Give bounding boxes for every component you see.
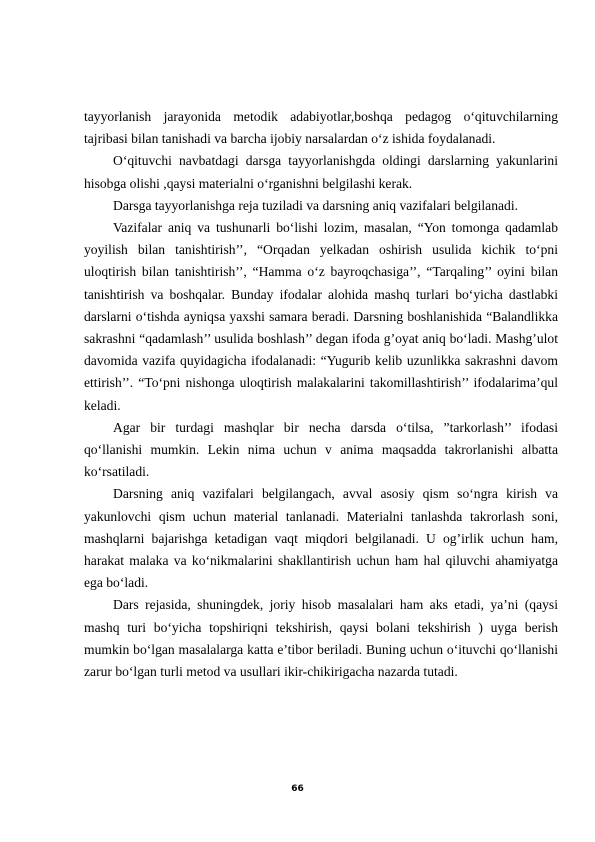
page-number: 66 bbox=[291, 784, 304, 794]
page-body bbox=[84, 106, 558, 683]
paragraph-previous-lessons: O‘qituvchi navbatdagi darsga tayyorlanishgda oldingi darslarning yakunlarini hisobga olishi ,qaysi materialni o‘rganishni belgilashi kerak. bbox=[84, 153, 558, 191]
paragraph-lesson-plan: Darsga tayyorlanishga reja tuziladi va darsning aniq vazifalari belgilanadi. bbox=[113, 197, 519, 213]
paragraph-continuation: tayyorlanish jarayonida metodik adabiyotlar,boshqa pedagog o‘qituvchilarning tajribasi bilan tanishadi va barcha ijobiy narsalardan o‘z ishida foydalanadi. bbox=[84, 109, 558, 147]
paragraph-task-examples: Vazifalar aniq va tushunarli bo‘lishi lozim, masalan, “Yon tomonga qadamlab yoyilish bilan tanishtirish’’, “Orqadan yelkadan oshirish usulida kichik to‘pni uloqtirish bilan tanishtirish’’, “Hamma o‘z bayroqchasiga’’, “Tarqaling’’ oyini bilan tanishtirish va boshqalar. Bunday ifodalar alohida mashq turlari bo‘yicha dastlabki darslarni o‘tishda ayniqsa yaxshi samara beradi. Darsning boshlanishida “Balandlikka sakrashni “qadamlash’’ usulida boshlash’’ degan ifoda g’oyat aniq bo‘ladi. Mashg’ulot davomida vazifa quyidagicha ifodalanadi: “Yugurib kelib uzunlikka sakrashni davom ettirish’’. “To‘pni nishonga uloqtirish malakalarini takomillashtirish’’ ifodalarima’qul keladi. bbox=[84, 220, 558, 413]
paragraph-material-selection: Darsning aniq vazifalari belgilangach, avval asosiy qism so‘ngra kirish va yakunlovchi qism uchun material tanlanadi. Materialni tanlashda takrorlash soni, mashqlarni bajarishga ketadigan vaqt miqdori belgilanadi. U og’irlik uchun ham, harakat malaka va ko‘nikmalarini shakllantirish uchun ham hal qiluvchi ahamiyatga ega bo‘ladi. bbox=[84, 486, 558, 591]
paragraph-current-accounting: Dars rejasida, shuningdek, joriy hisob masalalari ham aks etadi, ya’ni (qaysi mashq turi bo‘yicha topshiriqni tekshirish, qaysi bolani tekshirish ) uyga berish mumkin bo‘lgan masalalarga katta e’tibor beriladi. Buning uchun o‘ituvchi qo‘llanishi zarur bo‘lgan turli metod va usullari ikir-chikirigacha nazarda tutadi. bbox=[84, 597, 558, 680]
paragraph-repetition: Agar bir turdagi mashqlar bir necha darsda o‘tilsa, ”tarkorlash’’ ifodasi qo‘llanishi mumkin. Lekin nima uchun v anima maqsadda takrorlanishi albatta ko‘rsatiladi. bbox=[84, 419, 558, 480]
